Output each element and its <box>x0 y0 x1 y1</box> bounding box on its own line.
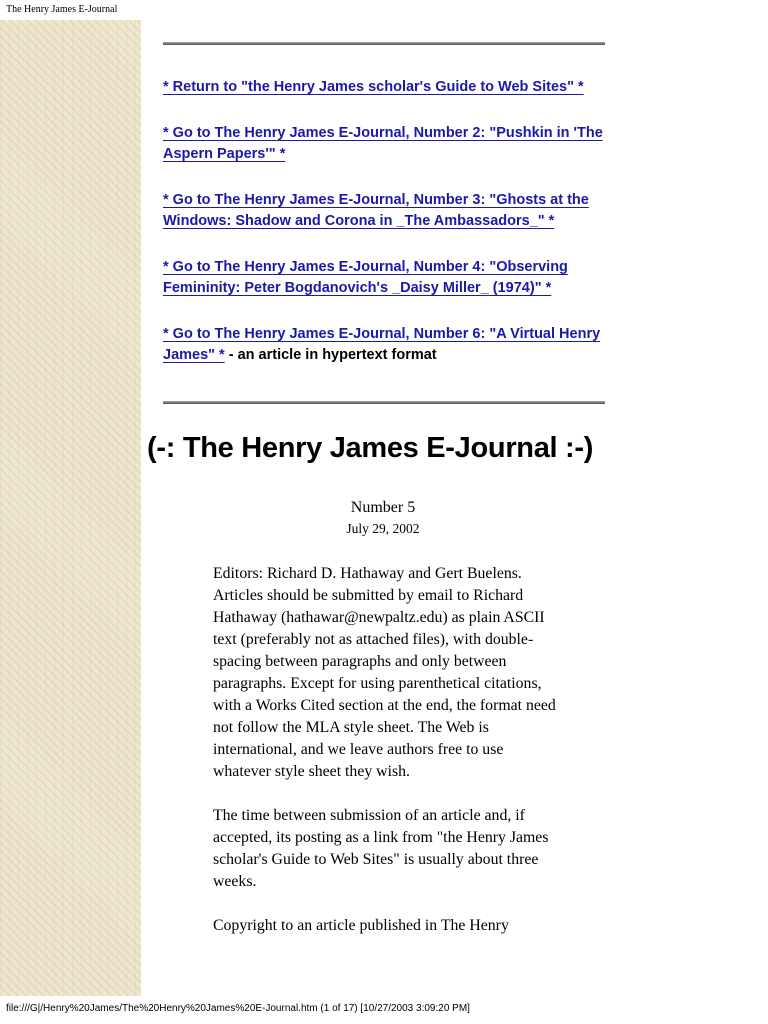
navigation-links <box>163 77 613 391</box>
number-6-link[interactable]: * Go to The Henry James E-Journal, Number 6: "A Virtual Henry James" * <box>163 326 601 363</box>
link-item <box>163 190 613 232</box>
number-3-link[interactable]: * Go to The Henry James E-Journal, Number 3: "Ghosts at the Windows: Shadow and Corona in _The Ambassadors_" * <box>163 192 589 229</box>
paragraph: Copyright to an article published in The Henry <box>213 917 509 934</box>
link-suffix: - an article in hypertext format <box>224 347 437 363</box>
editorial-text <box>213 563 558 959</box>
paragraph: The time between submission of an article and, if accepted, its posting as a link from "the Henry James scholar's Guide to Web Sites" is usually about three weeks. <box>213 807 549 890</box>
number-2-link[interactable]: * Go to The Henry James E-Journal, Number 2: "Pushkin in 'The Aspern Papers'" * <box>163 125 603 162</box>
issue-date: July 29, 2002 <box>346 521 420 536</box>
background-texture <box>0 20 141 996</box>
page-title: (-: The Henry James E-Journal :-) <box>147 432 594 464</box>
print-header: The Henry James E-Journal <box>6 4 118 15</box>
return-to-guide-link[interactable]: * Return to "the Henry James scholar's Guide to Web Sites" * <box>163 79 584 95</box>
issue-number: Number 5 <box>350 499 416 516</box>
horizontal-rule-top <box>163 42 605 45</box>
link-item <box>163 324 613 366</box>
link-item <box>163 257 613 299</box>
link-item <box>163 123 613 165</box>
number-4-link[interactable]: * Go to The Henry James E-Journal, Number 4: "Observing Femininity: Peter Bogdanovich's _Daisy Miller_ (1974)" * <box>163 259 568 296</box>
horizontal-rule-bottom <box>163 401 605 404</box>
paragraph: Editors: Richard D. Hathaway and Gert Buelens. Articles should be submitted by email to Richard Hathaway (hathawar@newpaltz.edu) as plain ASCII text (preferably not as attached files), with double-spacing between paragraphs and only between paragraphs. Except for using parenthetical citations, with a Works Cited section at the end, the format need not follow the MLA style sheet. The Web is international, and we leave authors free to use whatever style sheet they wish. <box>213 565 556 780</box>
print-footer: file:///G|/Henry%20James/The%20Henry%20James%20E-Journal.htm (1 of 17) [10/27/2003 3:09:20 PM] <box>6 1003 470 1014</box>
link-item <box>163 77 613 98</box>
